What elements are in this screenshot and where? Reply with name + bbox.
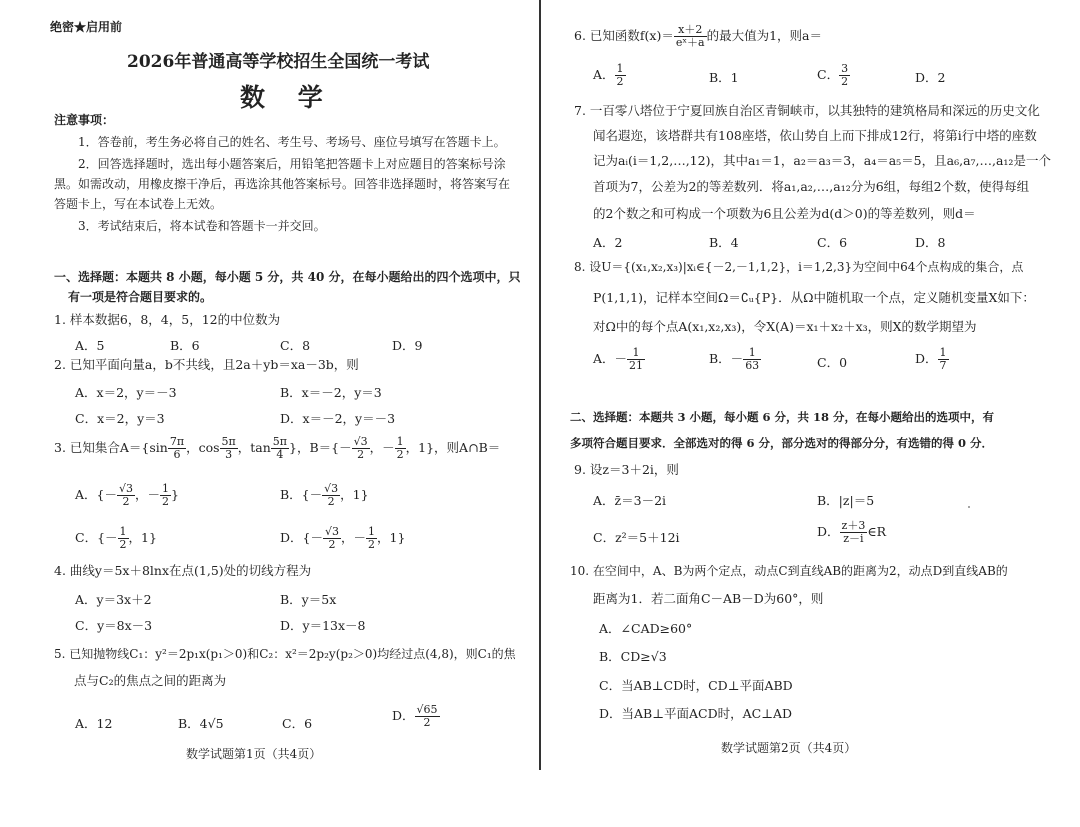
page-footer: 数学试题第1页（共4页） [186,747,322,761]
q2-option-b[interactable]: B．x＝－2，y＝3 [280,385,382,400]
option-text: D． [392,708,415,723]
fraction-den: 2 [162,495,170,508]
exam-page-2 [541,0,1080,827]
notice-title: 注意事项： [54,113,115,127]
q10-option-a[interactable]: A．∠CAD≥60° [599,621,693,636]
fraction-den: 2 [357,448,365,461]
fraction [743,347,761,372]
fraction-den: 4 [276,448,284,461]
q8-option-d[interactable] [915,347,949,372]
option-text: D．{－ [280,530,323,545]
question-10-stem: 10. 在空间中，A、B为两个定点，动点C到直线AB的距离为2，动点D到直线AB的 [570,564,1008,578]
section-2-heading: 二、选择题：本题共 3 小题，每小题 6 分，共 18 分，在每小题给出的选项中，有 [570,410,995,424]
option-text: ，－ [341,530,367,545]
question-8-line: 对Ω中的每个点A(x₁,x₂,x₃)，令X(A)＝x₁＋x₂＋x₃，则X的数学期望为 [593,319,977,334]
q5-option-c[interactable]: C．6 [282,716,313,731]
fraction-den: 2 [423,716,431,729]
option-text: D． [817,524,840,539]
question-2-stem: 2. 已知平面向量a，b不共线，且2a＋yb＝xa－3b，则 [54,357,359,372]
q3-option-a[interactable] [75,483,179,508]
notice-line: 2．回答选择题时，选出每小题答案后，用铅笔把答题卡上对应题目的答案标号涂 [78,157,506,171]
question-9-stem: 9. 设z＝3＋2i，则 [574,462,679,477]
option-text: ，1} [340,487,369,502]
fraction-num: 1 [368,525,376,538]
half-fraction [118,526,129,551]
q3-text: ，cos [186,440,220,455]
question-7-line: 首项为7，公差为2的等差数列．将a₁,a₂,…,a₁₂分为6组，每组2个数，使得每组 [593,179,1030,194]
q10-option-d[interactable]: D．当AB⊥平面ACD时，AC⊥AD [599,706,792,721]
q7-option-c[interactable]: C．6 [817,235,848,250]
fraction-den: 2 [119,538,127,551]
option-text: D． [915,351,938,366]
option-text: A． [593,67,615,82]
q9-option-d[interactable] [817,520,886,545]
q5-option-a[interactable]: A．12 [75,716,113,731]
fraction-den: 6 [173,448,181,461]
question-5-stem: 5. 已知抛物线C₁：y²＝2p₁x(p₁＞0)和C₂：x²＝2p₂y(p₂＞0)均经过点(4,8)，则C₁的焦 [54,647,516,661]
fraction-den: 3 [225,448,233,461]
fraction-num: 1 [627,347,645,360]
notice-line: 答题卡上，写在本试卷上无效。 [54,197,223,211]
page-footer: 数学试题第2页（共4页） [721,741,857,755]
notice-line: 1．答卷前，考生务必将自己的姓名、考生号、考场号、座位号填写在答题卡上。 [78,135,506,149]
fraction-den: eˣ＋a [675,36,705,49]
q6-text: 6. 已知函数f(x)＝ [574,28,674,43]
q7-option-d[interactable]: D．8 [915,235,946,250]
fraction-den: 2 [841,75,849,88]
option-text: ∈R [867,524,886,539]
q7-option-b[interactable]: B．4 [709,235,739,250]
q4-option-b[interactable]: B．y＝5x [280,592,337,607]
q10-option-c[interactable]: C．当AB⊥CD时，CD⊥平面ABD [599,678,793,693]
sqrt3-fraction [117,483,135,508]
fraction-den: 2 [616,75,624,88]
fraction-den: 2 [328,538,336,551]
question-5-stem-cont: 点与C₂的焦点之间的距离为 [74,673,227,688]
q3-cos-fraction [220,436,238,461]
q1-option-d[interactable]: D．9 [392,338,423,353]
fraction-num: 5π [221,435,236,448]
q6-option-b[interactable]: B．1 [709,70,739,85]
section-2-heading-cont: 多项符合题目要求．全部选对的得 6 分，部分选对的得部分分，有选错的得 0 分． [570,436,994,450]
half-fraction [366,526,377,551]
section-1-heading-cont: 有一项是符合题目要求的。 [68,290,213,304]
question-8-line: 8. 设U＝{(x₁,x₂,x₃)|xᵢ∈{－2,－1,1,2}，i＝1,2,3}为空间中64个点构成的集合，点 [574,260,1024,274]
fraction-num: √3 [324,482,339,495]
q3-sin-fraction [168,436,186,461]
option-text: B．－ [709,351,744,366]
q3-option-b[interactable] [280,483,369,508]
notice-line: 3．考试结束后，将本试卷和答题卡一并交回。 [78,219,326,233]
q4-option-a[interactable]: A．y＝3x＋2 [75,592,152,607]
fraction [938,347,949,372]
fraction-den: 2 [396,448,404,461]
fraction-den: 2 [122,495,130,508]
option-text: A．－ [593,351,628,366]
q5-option-d[interactable] [392,704,440,729]
q3-option-c[interactable] [75,526,157,551]
fraction-num: √3 [353,435,368,448]
q6-option-a[interactable] [593,63,626,88]
sqrt3-fraction [322,483,340,508]
fraction [627,347,645,372]
three-halves-fraction [839,63,850,88]
question-8-line: P(1,1,1)，记样本空间Ω＝∁ᵤ{P}．从Ω中随机取一个点，定义随机变量X如下： [593,290,1035,305]
q6-text: 的最大值为1，则a＝ [706,28,822,43]
fraction-num: √3 [118,482,133,495]
q10-option-b[interactable]: B．CD≥√3 [599,649,667,664]
question-3-stem [54,436,500,461]
fraction-num: 7π [169,435,185,448]
fraction-num: 3 [841,62,849,75]
exam-title: 2026年普通高等学校招生全国统一考试 [127,52,430,72]
q1-option-c[interactable]: C．8 [280,338,311,353]
fraction [840,520,868,545]
q3-option-d[interactable] [280,526,405,551]
q2-option-c[interactable]: C．x＝2，y＝3 [75,411,165,426]
q4-option-d[interactable]: D．y＝13x－8 [280,618,366,633]
fraction-num: 1 [162,482,170,495]
question-7-line: 闻名遐迩，该塔群共有108座塔，依山势自上而下排成12行，将第i行中塔的座数 [593,128,1037,143]
subject-title: 数 学 [240,83,335,112]
half-fraction [160,483,171,508]
q2-option-d[interactable]: D．x＝－2，y＝－3 [280,411,396,426]
q8-option-b[interactable] [709,347,761,372]
fraction-den: 63 [745,359,760,372]
sqrt3-fraction [323,526,341,551]
fraction-den: z－i [843,532,864,545]
fraction-den: 2 [368,538,376,551]
fraction-num: √3 [324,525,339,538]
question-7-line: 的2个数之和可构成一个项数为6且公差为d(d＞0)的等差数列，则d＝ [593,206,976,221]
q9-option-c[interactable]: C．z²＝5＋12i [593,530,680,545]
fraction-den: 2 [327,495,335,508]
q3-sqrt3-fraction [352,436,370,461]
q6-function-fraction [674,24,707,49]
fraction-num: z＋3 [841,519,866,532]
fraction-num: 1 [616,62,624,75]
q6-option-c[interactable] [817,63,850,88]
q3-tan-fraction [271,436,289,461]
q9-option-b[interactable]: B．|z|＝5 [817,493,875,508]
option-text: ，1} [128,530,157,545]
option-text: ，1} [377,530,406,545]
question-7-line: 7. 一百零八塔位于宁夏回族自治区青铜峡市，以其独特的建筑格局和深远的历史文化 [574,103,1040,118]
option-text: C．{－ [75,530,118,545]
option-text: A．{－ [75,487,117,502]
question-10-stem-cont: 距离为1．若二面角C－AB－D为60°，则 [593,591,824,606]
q7-option-a[interactable]: A．2 [593,235,623,250]
scan-speck [968,506,970,508]
q3-text: ，－ [369,440,395,455]
q3-text: ，1}，则A∩B＝ [405,440,501,455]
fraction-num: 1 [119,525,127,538]
fraction-num: 1 [939,346,947,359]
question-1-stem: 1. 样本数据6，8，4，5，12的中位数为 [54,312,281,327]
option-text: ，－ [135,487,161,502]
fraction-den: 7 [939,359,947,372]
fraction-num: 1 [743,347,761,360]
q1-option-b[interactable]: B．6 [170,338,200,353]
q3-text: }，B＝{－ [289,440,352,455]
q4-option-c[interactable]: C．y＝8x－3 [75,618,153,633]
question-6-stem [574,24,822,49]
fraction-num: 5π [272,435,288,448]
q3-text: ，tan [237,440,271,455]
q3-half-fraction [395,436,406,461]
fraction-den: 21 [629,359,644,372]
secret-label: 绝密★启用前 [50,20,123,34]
fraction-num: √65 [416,703,438,716]
q8-option-a[interactable] [593,347,645,372]
question-7-line: 记为aᵢ(i＝1,2,…,12)，其中a₁＝1，a₂＝a₃＝3，a₄＝a₅＝5，且a₆,a₇,…,a₁₂是一个 [593,153,1051,168]
q9-option-a[interactable]: A．z̄＝3－2i [593,493,667,508]
half-fraction [615,63,626,88]
q1-option-a[interactable]: A．5 [75,338,105,353]
option-text: B．{－ [280,487,323,502]
sqrt65-fraction [415,704,440,729]
fraction-num: 1 [396,435,404,448]
question-4-stem: 4. 曲线y＝5x＋8lnx在点(1,5)处的切线方程为 [54,563,312,578]
notice-line: 黑。如需改动，用橡皮擦干净后，再选涂其他答案标号。回答非选择题时，将答案写在 [54,177,511,191]
q5-option-b[interactable]: B．4√5 [178,716,224,731]
q8-option-c[interactable]: C．0 [817,355,848,370]
option-text: C． [817,67,840,82]
q2-option-a[interactable]: A．x＝2，y＝－3 [75,385,177,400]
fraction-num: x＋2 [674,24,707,37]
q3-text: 3. 已知集合A＝{sin [54,440,168,455]
section-1-heading: 一、选择题：本题共 8 小题，每小题 5 分，共 40 分，在每小题给出的四个选项中，只 [54,270,521,284]
option-text: } [171,487,179,502]
q6-option-d[interactable]: D．2 [915,70,946,85]
